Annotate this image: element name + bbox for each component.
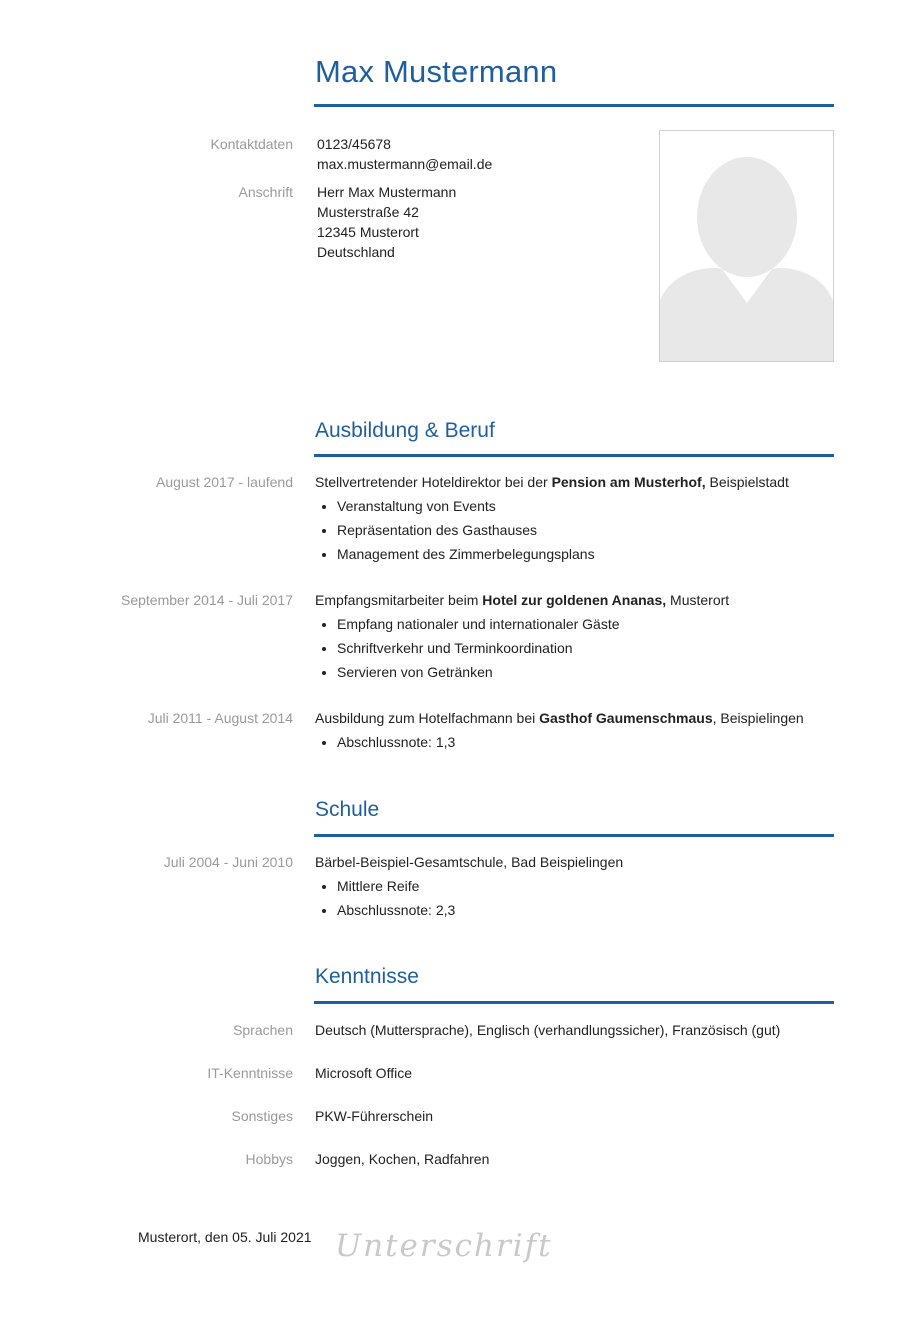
entry-heading: Stellvertretender Hoteldirektor bei der Pension am Musterhof, Beispielstadt — [315, 474, 789, 490]
section-title-career: Ausbildung & Beruf — [315, 419, 495, 442]
section-divider — [314, 834, 834, 837]
section-divider — [314, 1001, 834, 1004]
entry-date: Juli 2011 - August 2014 — [147, 710, 293, 726]
list-item: • Servieren von Getränken — [337, 660, 855, 684]
career-entry — [315, 470, 855, 566]
entry-date: Juli 2004 - Juni 2010 — [163, 854, 293, 870]
skill-value: PKW-Führerschein — [315, 1108, 434, 1124]
list-item: • Abschlussnote: 2,3 — [337, 898, 855, 922]
entry-heading: Empfangsmitarbeiter beim Hotel zur goldenen Ananas, Musterort — [315, 592, 730, 608]
page-title: Max Mustermann — [315, 54, 558, 89]
section-divider — [314, 454, 834, 457]
phone-number: 0123/45678 — [317, 136, 391, 152]
skill-value: Deutsch (Muttersprache), Englisch (verhandlungssicher), Französisch (gut) — [315, 1022, 781, 1038]
skill-label: Sprachen — [233, 1022, 293, 1038]
skill-value: Microsoft Office — [315, 1065, 412, 1081]
school-entry — [315, 850, 855, 922]
list-item: • Schriftverkehr und Terminkoordination — [337, 636, 855, 660]
skill-value: Joggen, Kochen, Radfahren — [315, 1151, 490, 1167]
list-item: • Repräsentation des Gasthauses — [337, 518, 855, 542]
section-title-skills: Kenntnisse — [315, 965, 419, 988]
skill-label: IT-Kenntnisse — [207, 1065, 293, 1081]
list-item: • Abschlussnote: 1,3 — [337, 730, 855, 754]
entry-date: September 2014 - Juli 2017 — [121, 592, 293, 608]
career-entry — [315, 588, 855, 684]
email-address: max.mustermann@email.de — [317, 156, 493, 172]
list-item: • Veranstaltung von Events — [337, 494, 855, 518]
title-divider — [314, 104, 834, 107]
contact-label: Kontaktdaten — [210, 136, 293, 152]
skill-label: Hobbys — [245, 1151, 293, 1167]
section-title-school: Schule — [315, 798, 380, 821]
address-label: Anschrift — [238, 184, 293, 200]
profile-photo — [659, 130, 834, 362]
address-line: Herr Max Mustermann — [317, 184, 457, 200]
list-item: • Management des Zimmerbelegungsplans — [337, 542, 855, 566]
skill-label: Sonstiges — [231, 1108, 293, 1124]
address-line: Deutschland — [317, 244, 395, 260]
career-entry — [315, 706, 855, 754]
address-line: Musterstraße 42 — [317, 204, 419, 220]
signature: Unterschrift — [335, 1228, 553, 1264]
place-date: Musterort, den 05. Juli 2021 — [138, 1229, 312, 1245]
entry-heading: Bärbel-Beispiel-Gesamtschule, Bad Beispielingen — [315, 854, 624, 870]
list-item: • Empfang nationaler und internationaler Gäste — [337, 612, 855, 636]
person-silhouette-icon — [660, 131, 833, 361]
entry-heading: Ausbildung zum Hotelfachmann bei Gasthof Gaumenschmaus, Beispielingen — [315, 710, 804, 726]
list-item: • Mittlere Reife — [337, 874, 855, 898]
entry-date: August 2017 - laufend — [156, 474, 293, 490]
address-line: 12345 Musterort — [317, 224, 419, 240]
